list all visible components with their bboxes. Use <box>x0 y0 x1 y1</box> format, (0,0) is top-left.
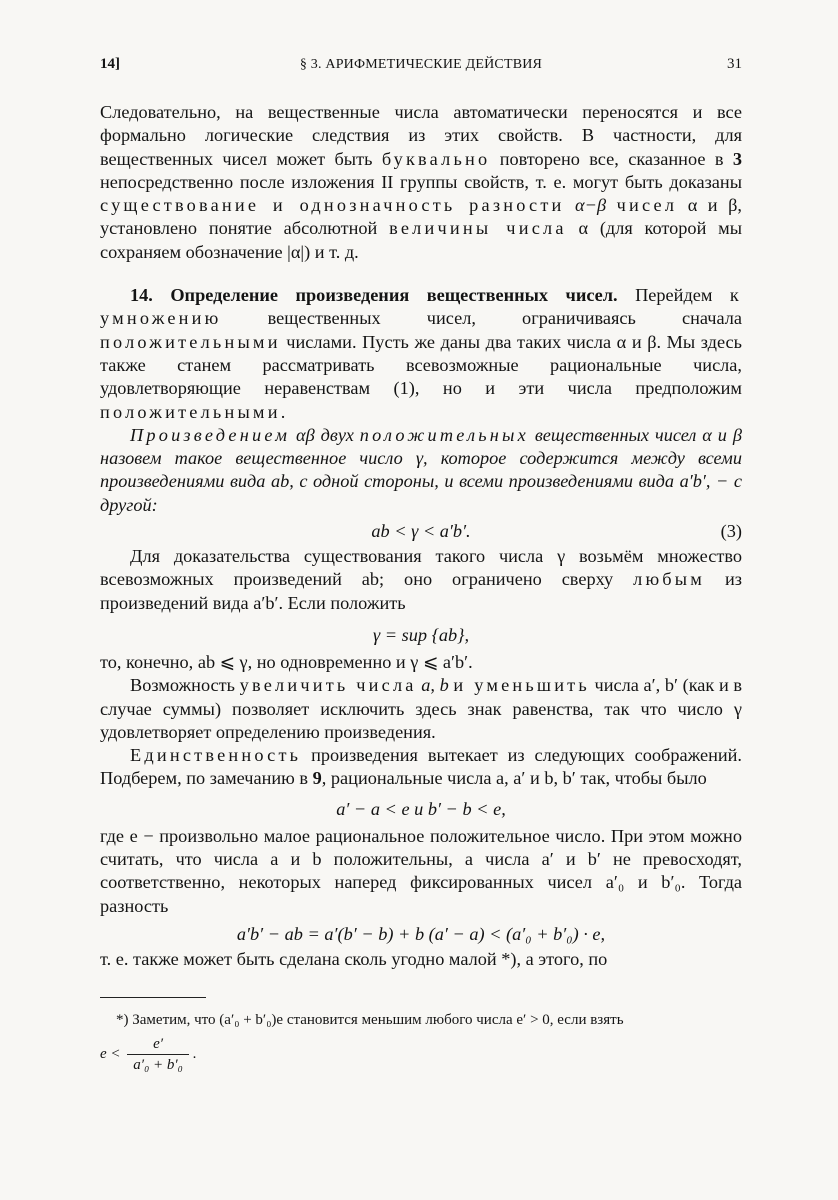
footnote-divider <box>100 997 206 998</box>
footnote <box>100 1010 742 1075</box>
footnote-fraction: $\frac{e'}{\text{a′₀ + b′₀}}$ <box>127 1034 189 1075</box>
book-page <box>100 56 742 1075</box>
paragraph-tail: т. е. также может быть сделана сколь угодно малой *), а этого, по <box>100 948 608 969</box>
formula-3 <box>100 517 742 545</box>
paragraph-conclusion: то, конечно, ab ⩽ γ, но одновременно и γ ⩽ a′b′. <box>100 651 473 672</box>
uniqueness-paragraph: Единственность произведения вытекает из следующих соображений. Подберем, по замечанию в 9, рациональные числа a, a′ и b, b′ так, чтобы было <box>100 745 742 789</box>
formula-difference: a′ − a < e и b′ − b < e, <box>336 798 506 819</box>
existence-paragraph: Для доказательства существования такого числа γ возьмём множество всевозможных произведений ab; оно ограничено сверху любым из произведений вида a′b′. Если положить <box>100 546 743 613</box>
equation-number: (3) <box>720 521 742 542</box>
running-header <box>100 56 742 80</box>
epsilon-paragraph: где e − произвольно малое рациональное положительное число. При этом можно считать, что числа a и b положительны, а числа a′ и b′ не превосходят, соответственно, некоторых наперед фиксированных чисел a′₀ и b′₀. Тогда разность <box>100 825 742 916</box>
section-number: 14] <box>100 56 120 72</box>
chapter-title: § 3. АРИФМЕТИЧЕСКИЕ ДЕЙСТВИЯ <box>299 57 543 72</box>
footnote-formula: e < $\frac{e'}{\text{a′₀ + b′₀}}$ . <box>100 1036 197 1074</box>
possibility-paragraph: Возможность увеличить числа a, b и уменьшить числа a′, b′ (как и в случае суммы) позволяет исключить здесь знак равенства, так что число γ удовлетворяет определению произведения. <box>100 675 742 742</box>
section-heading: 14. Определение произведения вещественных чисел. <box>130 285 618 306</box>
formula-sup: γ = sup {ab}, <box>372 624 470 645</box>
section-reference: 3 <box>732 148 742 169</box>
section-14-paragraph: 14. Определение произведения вещественных чисел. Перейдем к умножению вещественных чисел, ограничиваясь сначала положительными числами. Пусть же даны два таких числа α и β. Мы здесь также станем рассматривать всевозможные рациональные числа, удовлетворяющие неравенствам (1), но и эти числа предположим положительными. <box>100 285 742 422</box>
footnote-text: *) Заметим, что (a′₀ + b′₀)e становится меньшим любого числа e′ > 0, если взять <box>116 1012 624 1029</box>
section-reference-9: 9 <box>312 768 322 789</box>
formula-3-body: ab < γ < a′b′. <box>371 521 471 542</box>
definition-paragraph: Произведением αβ двух положительных вещественных чисел α и β назовем такое вещественное число γ, которое содержится между всеми произведениями вида ab, с одной стороны, и всеми произведениями вида a′b′, − с другой: <box>100 424 742 515</box>
formula-product-difference: a′b′ − ab = a′(b′ − b) + b (a′ − a) < (a′₀ + b′₀) · e, <box>236 923 606 944</box>
page-number: 31 <box>727 56 742 72</box>
paragraph-continuation: Следовательно, на вещественные числа автоматически переносятся и все формально логические следствия из этих свойств. В частности, для вещественных чисел может быть буквально повторено все, сказанное в 3 непосредственно после изложения II группы свойств, т. е. могут быть доказаны существование и однозначность разности α−β чисел α и β, установлено понятие абсолютной величины числа α (для которой мы сохраняем обозначение |α|) и т. д. <box>100 102 743 262</box>
